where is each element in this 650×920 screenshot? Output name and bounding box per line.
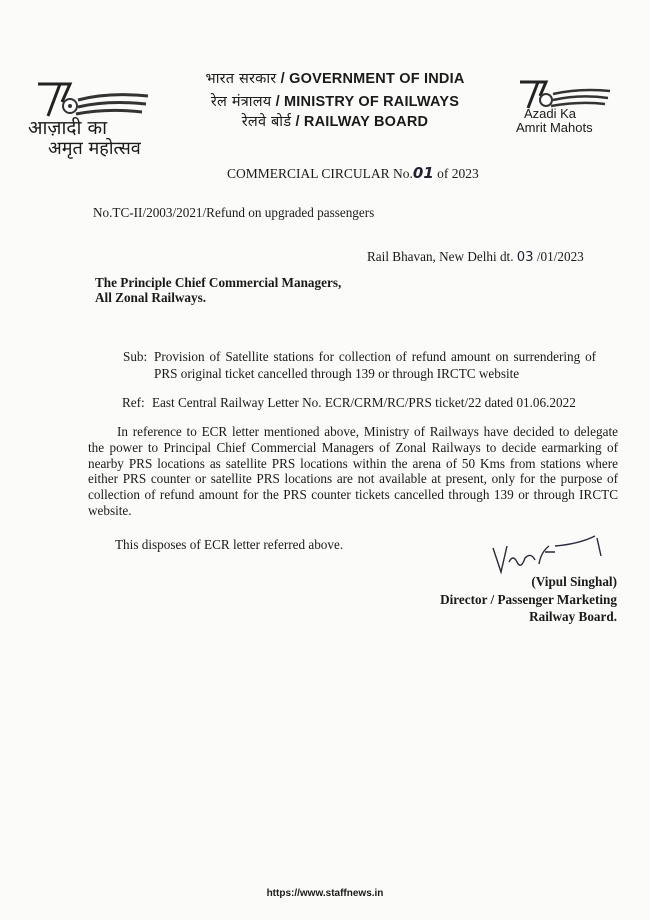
signatory-designation: Director / Passenger Marketing (440, 592, 617, 607)
subject-line-1: Provision of Satellite stations for collection of refund amount on surrendering of (154, 349, 597, 364)
body-paragraph: In reference to ECR letter mentioned above, Ministry of Railways have decided to delegate the power to Principal Chief Commercial Managers of Zonal Railways to decide earmarking of nearby PRS locations as satellite PRS locations within the arena of 50 Kms from stations where either PRS counter or satellite PRS locations are not available at present, only for the purpose of collection of refund amount for the PRS counter tickets cancelled through 139 or through IRCTC website. (88, 424, 618, 518)
footer-url-link[interactable]: https://www.staffnews.in (266, 888, 384, 899)
closing-line: This disposes of ECR letter referred above. (115, 537, 344, 552)
header-hindi-3: रेलवे बोर्ड (241, 114, 292, 130)
logo-right-text-2: Amrit Mahots (516, 120, 593, 135)
subject-line-2: PRS original ticket cancelled through 139 or through IRCTC website (154, 366, 520, 381)
place-date-rest: /01/2023 (533, 249, 584, 264)
date-day-handwritten: 03 (516, 250, 534, 265)
signature-icon (485, 528, 615, 580)
subject-label: Sub: (123, 349, 148, 364)
sep: / (276, 71, 290, 87)
header-english-3: RAILWAY BOARD (303, 114, 429, 130)
addressee-line-2: All Zonal Railways. (95, 290, 207, 305)
header-hindi-1: भारत सरकार (205, 71, 277, 87)
place-date-prefix: Rail Bhavan, New Delhi dt. (367, 249, 517, 264)
sep: / (291, 114, 304, 130)
place-and-date (367, 249, 584, 265)
circular-title (227, 164, 479, 182)
reference-number: No.TC-II/2003/2021/Refund on upgraded passengers (93, 205, 375, 220)
azadi-ka-amrit-mahotsav-logo-right (510, 76, 630, 166)
sep: / (271, 94, 285, 110)
logo-right-text-1: Azadi Ka (524, 106, 577, 121)
ref-label: Ref: (122, 395, 145, 410)
circular-title-prefix: COMMERCIAL CIRCULAR No. (227, 166, 413, 181)
header-english-2: MINISTRY OF RAILWAYS (284, 94, 460, 110)
header-english-1: GOVERNMENT OF INDIA (289, 71, 465, 87)
signatory-office: Railway Board. (529, 609, 617, 624)
signatory-name: (Vipul Singhal) (531, 574, 617, 589)
header-hindi-2: रेल मंत्रालय (210, 94, 272, 110)
ref-text: East Central Railway Letter No. ECR/CRM/RC/PRS ticket/22 dated 01.06.2022 (152, 395, 576, 410)
logo-left-text-1: आज़ादी का (28, 117, 107, 139)
addressee-line-1: The Principle Chief Commercial Managers, (95, 275, 342, 290)
logo-left-text-2: अमृत महोत्सव (48, 138, 141, 159)
circular-title-suffix: of 2023 (433, 166, 479, 181)
circular-number-handwritten: 01 (412, 164, 434, 182)
